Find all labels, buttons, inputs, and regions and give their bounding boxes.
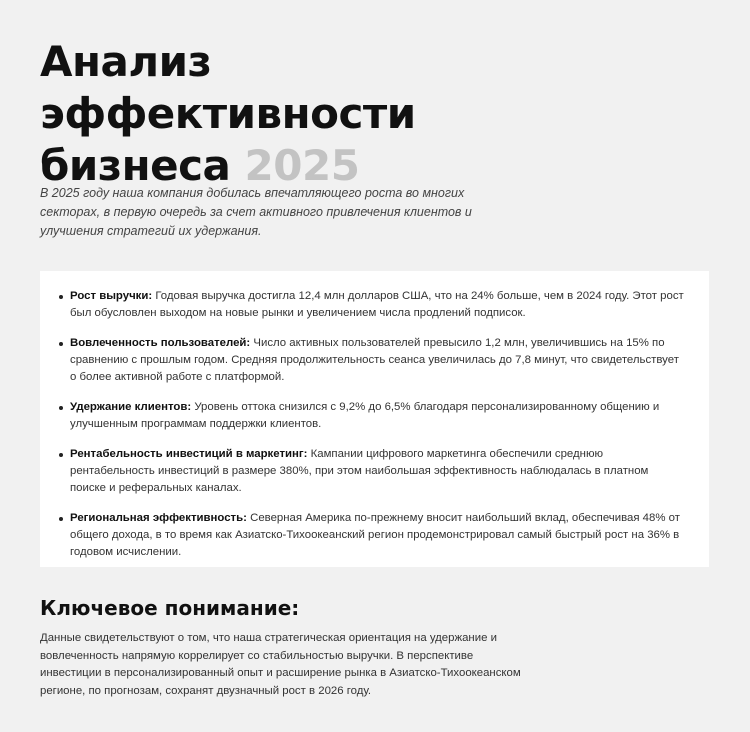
highlights-list (70, 288, 685, 561)
highlight-text: Кампании цифрового маркетинга обеспечили среднюю рентабельность инвестиций в размере 380%, при этом наибольшая эффективность наблюдалась в платном поиске и реферальных каналах. (70, 448, 649, 494)
highlight-title: Рентабельность инвестиций в маркетинг: (70, 448, 308, 460)
page-title (40, 36, 640, 192)
highlight-title: Вовлеченность пользователей: (70, 337, 251, 349)
title-line-2: эффективности (40, 89, 416, 138)
insight-paragraph: Данные свидетельствуют о том, что наша стратегическая ориентация на удержание и вовлеченность напрямую коррелирует со стабильностью выручки. В перспективе инвестиции в персонализированный опыт и расширение рынка в Азиатско-Тихоокеанском регионе, по прогнозам, сохранят двузначный рост в 2026 году. (40, 632, 521, 697)
highlight-item-retention (70, 399, 685, 433)
highlight-text: Северная Америка по-прежнему вносит наибольший вклад, обеспечивая 48% от общего дохода, в то время как Азиатско-Тихоокеанский регион продемонстрировал самый быстрый рост на 36% в годовом исчислении. (70, 512, 680, 558)
highlight-text: Число активных пользователей превысило 1,2 млн, увеличившись на 15% по сравнению с прошлым годом. Средняя продолжительность сеанса увеличилась до 7,8 минут, что свидетельствует о более активной работе с платформой. (70, 337, 679, 383)
title-line-1: Анализ (40, 37, 212, 86)
highlight-item-engagement (70, 335, 685, 386)
intro-paragraph: В 2025 году наша компания добилась впечатляющего роста во многих секторах, в первую очередь за счет активного привлечения клиентов и улучшения стратегий их удержания. (40, 186, 472, 238)
title-line-3: бизнеса (40, 141, 231, 190)
highlight-item-marketing-roi (70, 446, 685, 497)
highlight-item-revenue (70, 288, 685, 322)
highlights-card (40, 271, 709, 567)
highlight-item-regional (70, 510, 685, 561)
highlight-text: Годовая выручка достигла 12,4 млн долларов США, что на 24% больше, чем в 2024 году. Этот рост был обусловлен выходом на новые рынки и увеличением числа продлений подписок. (70, 290, 684, 319)
title-year: 2025 (244, 141, 360, 190)
highlight-title: Удержание клиентов: (70, 401, 192, 413)
highlight-title: Региональная эффективность: (70, 512, 247, 524)
insight-heading: Ключевое понимание: (40, 596, 300, 620)
highlight-text: Уровень оттока снизился с 9,2% до 6,5% благодаря персонализированному общению и улучшенным программам поддержки клиентов. (70, 401, 660, 430)
highlight-title: Рост выручки: (70, 290, 153, 302)
